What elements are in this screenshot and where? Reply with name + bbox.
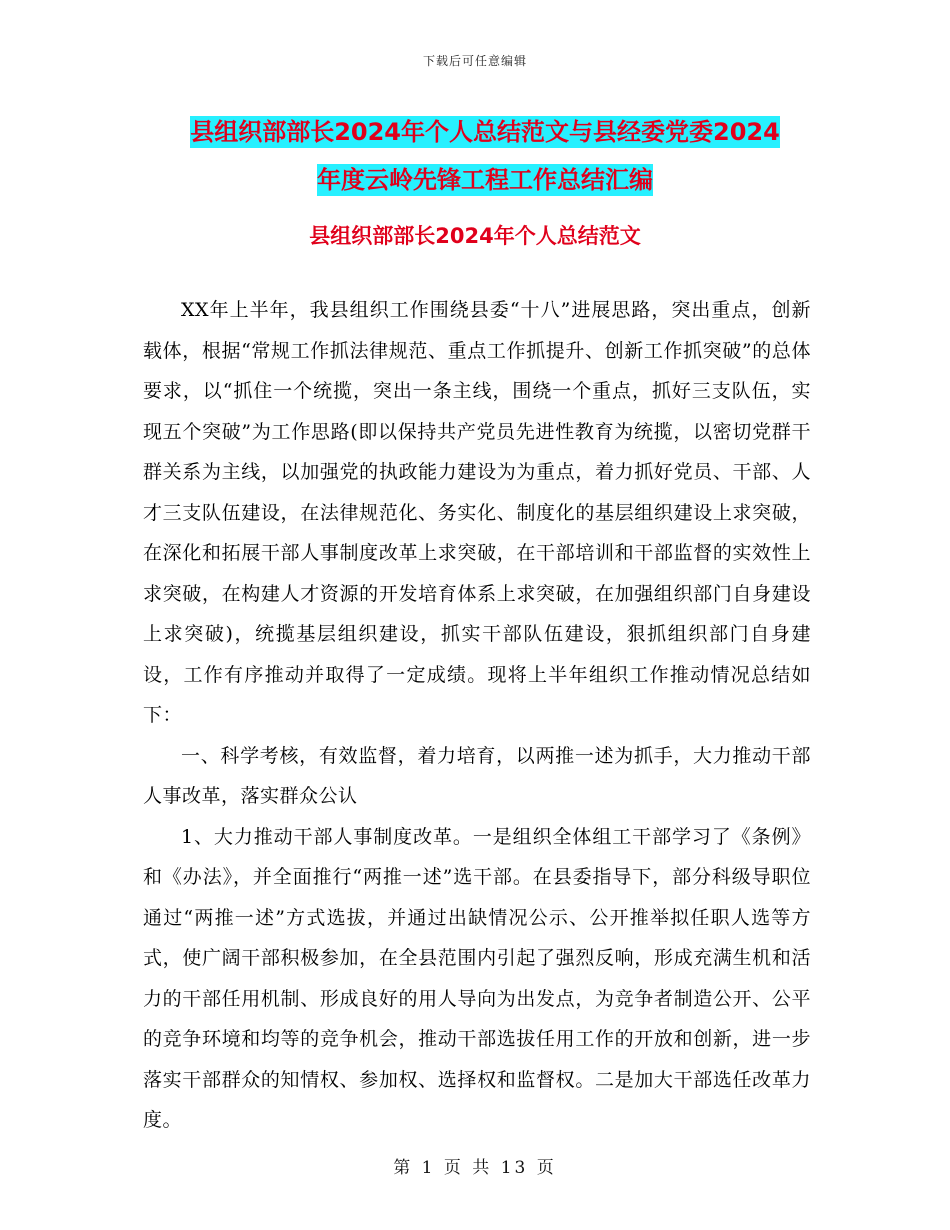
page-footer: 第 1 页 共 13 页 <box>393 1158 557 1178</box>
document-title-line-2: 年度云岭先锋工程工作总结汇编 <box>317 166 653 194</box>
section-title: 县组织部部长2024年个人总结范文 <box>309 224 641 248</box>
document-title <box>140 108 830 204</box>
header-note: 下载后可任意编辑 <box>422 54 527 68</box>
paragraph: 1、大力推动干部人事制度改革。一是组织全体组工干部学习了《条例》和《办法》，并全面推行“两推一述”选干部。在县委指导下，部分科级导职位通过“两推一述”方式选拔，并通过出缺情况公示、公开推举拟任职人选等方式，使广阔干部积极参加，在全县范围内引起了强烈反响，形成充满生机和活力的干部任用机制、形成良好的用人导向为出发点，为竞争者制造公开、公平的竞争环境和均等的竞争机会，推动干部选拔任用工作的开放和创新，进一步落实干部群众的知情权、参加权、选择权和监督权。二是加大干部选任改革力度。 <box>143 825 811 1131</box>
body-text <box>143 290 811 1141</box>
document-title-line-1: 县组织部部长2024年个人总结范文与县经委党委2024 <box>190 118 780 146</box>
paragraph: 一、科学考核，有效监督，着力培育，以两推一述为抓手，大力推动干部人事改革，落实群众公认 <box>143 744 811 807</box>
paragraph: XX年上半年，我县组织工作围绕县委“十八”进展思路，突出重点，创新载体，根据“常规工作抓法律规范、重点工作抓提升、创新工作抓突破”的总体要求，以“抓住一个统揽，突出一条主线，围绕一个重点，抓好三支队伍，实现五个突破”为工作思路(即以保持共产党员先进性教育为统揽，以密切党群干群关系为主线，以加强党的执政能力建设为为重点，着力抓好党员、干部、人才三支队伍建设，在法律规范化、务实化、制度化的基层组织建设上求突破，在深化和拓展干部人事制度改革上求突破，在干部培训和干部监督的实效性上求突破，在构建人才资源的开发培育体系上求突破，在加强组织部门自身建设上求突破)，统揽基层组织建设，抓实干部队伍建设，狠抓组织部门自身建设，工作有序推动并取得了一定成绩。现将上半年组织工作推动情况总结如下： <box>143 299 811 726</box>
